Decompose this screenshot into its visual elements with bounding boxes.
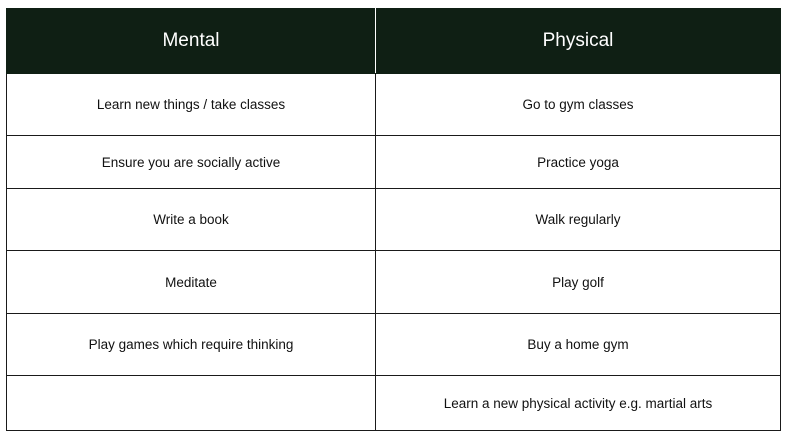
physical-cell: Go to gym classes: [376, 74, 781, 136]
mental-cell: Meditate: [7, 251, 376, 314]
header-mental: Mental: [7, 9, 376, 74]
physical-cell: Play golf: [376, 251, 781, 314]
mental-cell: Write a book: [7, 189, 376, 251]
mental-cell: Play games which require thinking: [7, 314, 376, 376]
activity-table: [6, 8, 781, 431]
mental-cell-empty: [7, 376, 376, 431]
table-row: [7, 251, 781, 314]
table-header-row: [7, 9, 781, 74]
physical-cell: Learn a new physical activity e.g. martial arts: [376, 376, 781, 431]
physical-cell: Walk regularly: [376, 189, 781, 251]
table-row: [7, 136, 781, 189]
mental-cell: Learn new things / take classes: [7, 74, 376, 136]
mental-cell: Ensure you are socially active: [7, 136, 376, 189]
physical-cell: Buy a home gym: [376, 314, 781, 376]
table-row: [7, 376, 781, 431]
table-row: [7, 74, 781, 136]
physical-cell: Practice yoga: [376, 136, 781, 189]
table-row: [7, 314, 781, 376]
table-row: [7, 189, 781, 251]
header-physical: Physical: [376, 9, 781, 74]
